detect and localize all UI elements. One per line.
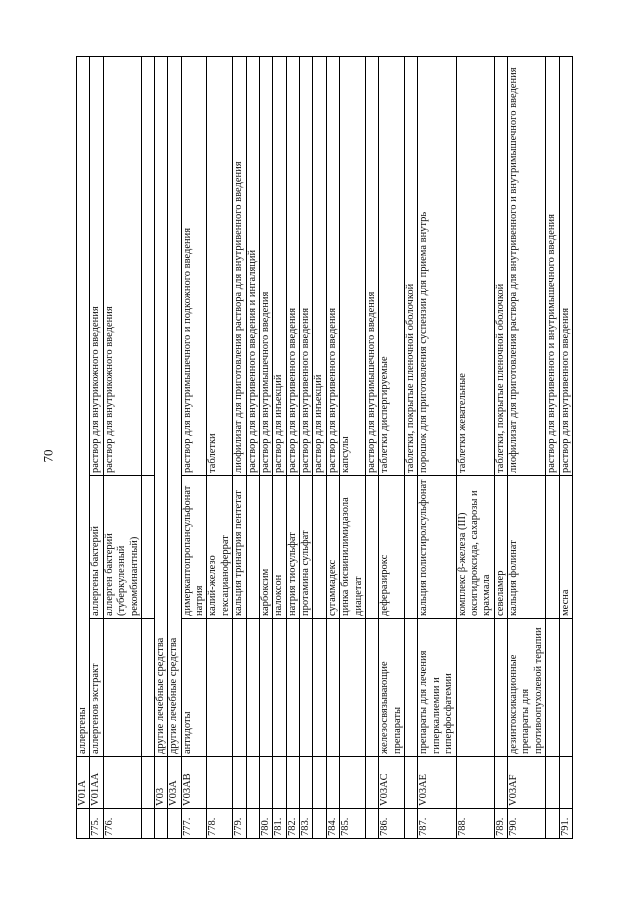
atc-code — [365, 757, 378, 809]
table-row — [494, 57, 507, 839]
table-row — [207, 57, 233, 839]
drug-name: комплекс β-железа (III) оксигидроксида, сахарозы и крахмала — [456, 476, 494, 619]
row-number: 776. — [103, 809, 141, 839]
atc-code — [273, 757, 286, 809]
atc-code — [313, 757, 326, 809]
dosage-form: раствор для внутривенного введения — [286, 57, 299, 476]
drug-name — [313, 476, 326, 619]
dosage-form: раствор для внутривенного введения и ингаляций — [246, 57, 259, 476]
table-row — [300, 57, 313, 839]
group-name — [405, 619, 418, 757]
rotated-table-wrapper — [76, 56, 586, 839]
table-row — [286, 57, 299, 839]
table-row — [546, 57, 559, 839]
row-number: 789. — [494, 809, 507, 839]
atc-code — [326, 757, 339, 809]
atc-code: V03 — [154, 757, 167, 809]
table-row — [233, 57, 246, 839]
table-row — [90, 57, 103, 839]
group-name: препараты для лечения гиперкалиемии и гиперфосфатемии — [418, 619, 456, 757]
atc-code — [546, 757, 559, 809]
table-row — [418, 57, 456, 839]
atc-code — [246, 757, 259, 809]
group-name — [326, 619, 339, 757]
dosage-form: раствор для внутримышечного и подкожного введения — [181, 57, 207, 476]
row-number — [77, 809, 90, 839]
table-row — [168, 57, 181, 839]
table-row — [103, 57, 141, 839]
atc-code — [286, 757, 299, 809]
group-name: аллергены — [77, 57, 90, 757]
drug-name: кальция полистиролсульфонат — [418, 476, 456, 619]
dosage-form — [141, 57, 154, 476]
group-name — [559, 619, 572, 757]
table-row — [379, 57, 405, 839]
group-name — [246, 619, 259, 757]
row-number: 779. — [233, 809, 246, 839]
table-row — [340, 57, 366, 839]
row-number — [405, 809, 418, 839]
drug-name: кальция тринатрия пентетат — [233, 476, 246, 619]
dosage-form: таблетки — [207, 57, 233, 476]
table-row — [365, 57, 378, 839]
drug-name: кальция фолинат — [508, 476, 546, 619]
row-number: 783. — [300, 809, 313, 839]
dosage-form: таблетки диспергируемые — [379, 57, 405, 476]
dosage-form: таблетки, покрытые пленочной оболочкой — [405, 57, 418, 476]
drug-name: натрия тиосульфат — [286, 476, 299, 619]
table-row — [77, 57, 90, 839]
row-number — [313, 809, 326, 839]
group-name: дезинтоксикационные препараты для противоопухолевой терапии — [508, 619, 546, 757]
atc-code — [300, 757, 313, 809]
dosage-form: раствор для внутримышечного введения — [259, 57, 272, 476]
dosage-form: раствор для инъекций — [313, 57, 326, 476]
dosage-form: раствор для внутривенного введения — [326, 57, 339, 476]
atc-code — [259, 757, 272, 809]
row-number: 781. — [273, 809, 286, 839]
row-number: 787. — [418, 809, 456, 839]
atc-code — [559, 757, 572, 809]
dosage-form: лиофилизат для приготовления раствора для внутривенного введения — [233, 57, 246, 476]
dosage-form: раствор для внутривенного введения — [559, 57, 572, 476]
table-row — [181, 57, 207, 839]
row-number: 784. — [326, 809, 339, 839]
row-number: 788. — [456, 809, 494, 839]
group-name — [141, 619, 154, 757]
row-number — [246, 809, 259, 839]
atc-code — [233, 757, 246, 809]
drug-table — [76, 56, 573, 839]
dosage-form: таблетки, покрытые пленочной оболочкой — [494, 57, 507, 476]
drug-name: сугаммадекс — [326, 476, 339, 619]
row-number — [365, 809, 378, 839]
drug-name: севеламер — [494, 476, 507, 619]
atc-code: V03A — [168, 757, 181, 809]
drug-name — [141, 476, 154, 619]
drug-name: димеркаптопропансульфонат натрия — [181, 476, 207, 619]
drug-name: аллерген бактерий (туберкулезный рекомбинантный) — [103, 476, 141, 619]
drug-name — [365, 476, 378, 619]
table-row — [273, 57, 286, 839]
group-name — [546, 619, 559, 757]
group-name — [273, 619, 286, 757]
dosage-form: раствор для инъекций — [273, 57, 286, 476]
table-body — [77, 57, 573, 839]
table-row — [259, 57, 272, 839]
atc-code: V03AF — [508, 757, 546, 809]
group-name: другие лечебные средства — [168, 57, 181, 757]
row-number: 778. — [207, 809, 233, 839]
group-name — [456, 619, 494, 757]
row-number: 777. — [181, 809, 207, 839]
row-number: 785. — [340, 809, 366, 839]
group-name — [494, 619, 507, 757]
drug-name: месна — [559, 476, 572, 619]
atc-code: V01A — [77, 757, 90, 809]
table-row — [326, 57, 339, 839]
group-name — [340, 619, 366, 757]
table-row — [313, 57, 326, 839]
atc-code — [207, 757, 233, 809]
group-name — [207, 619, 233, 757]
drug-name: калий-железо гексацианоферрат — [207, 476, 233, 619]
table-row — [508, 57, 546, 839]
drug-name: протамина сульфат — [300, 476, 313, 619]
row-number — [168, 809, 181, 839]
row-number: 790. — [508, 809, 546, 839]
group-name — [286, 619, 299, 757]
drug-name — [546, 476, 559, 619]
table-row — [405, 57, 418, 839]
drug-name: налоксон — [273, 476, 286, 619]
group-name — [233, 619, 246, 757]
atc-code — [456, 757, 494, 809]
dosage-form: раствор для внутрикожного введения — [103, 57, 141, 476]
atc-code: V03AB — [181, 757, 207, 809]
page-number: 70 — [40, 449, 56, 463]
row-number: 775. — [90, 809, 103, 839]
group-name — [259, 619, 272, 757]
dosage-form: капсулы — [340, 57, 366, 476]
table-row — [559, 57, 572, 839]
group-name — [103, 619, 141, 757]
group-name — [300, 619, 313, 757]
dosage-form: раствор для внутрикожного введения — [90, 57, 103, 476]
row-number: 780. — [259, 809, 272, 839]
dosage-form: лиофилизат для приготовления раствора для внутривенного и внутримышечного введения — [508, 57, 546, 476]
atc-code — [340, 757, 366, 809]
drug-name — [405, 476, 418, 619]
drug-name: аллергены бактерий — [90, 476, 103, 619]
table-row — [456, 57, 494, 839]
atc-code: V01AA — [90, 757, 103, 809]
dosage-form: раствор для внутримышечного введения — [365, 57, 378, 476]
dosage-form: раствор для внутривенного введения — [300, 57, 313, 476]
table-row — [154, 57, 167, 839]
atc-code — [103, 757, 141, 809]
row-number: 786. — [379, 809, 405, 839]
atc-code: V03AE — [418, 757, 456, 809]
drug-name: цинка бисвинилимидазола диацетат — [340, 476, 366, 619]
group-name — [313, 619, 326, 757]
group-name: антидоты — [181, 619, 207, 757]
group-name — [365, 619, 378, 757]
row-number: 791. — [559, 809, 572, 839]
row-number — [546, 809, 559, 839]
drug-name — [246, 476, 259, 619]
dosage-form: таблетки жевательные — [456, 57, 494, 476]
row-number — [154, 809, 167, 839]
row-number: 782. — [286, 809, 299, 839]
atc-code — [494, 757, 507, 809]
drug-name: деферазирокс — [379, 476, 405, 619]
dosage-form: раствор для внутривенного и внутримышечного введения — [546, 57, 559, 476]
atc-code — [405, 757, 418, 809]
group-name: железосвязывающие препараты — [379, 619, 405, 757]
dosage-form: порошок для приготовления суспензии для приема внутрь — [418, 57, 456, 476]
row-number — [141, 809, 154, 839]
group-name: другие лечебные средства — [154, 57, 167, 757]
atc-code — [141, 757, 154, 809]
table-row — [246, 57, 259, 839]
table-row — [141, 57, 154, 839]
atc-code: V03AC — [379, 757, 405, 809]
group-name: аллергенов экстракт — [90, 619, 103, 757]
drug-name: карбоксим — [259, 476, 272, 619]
